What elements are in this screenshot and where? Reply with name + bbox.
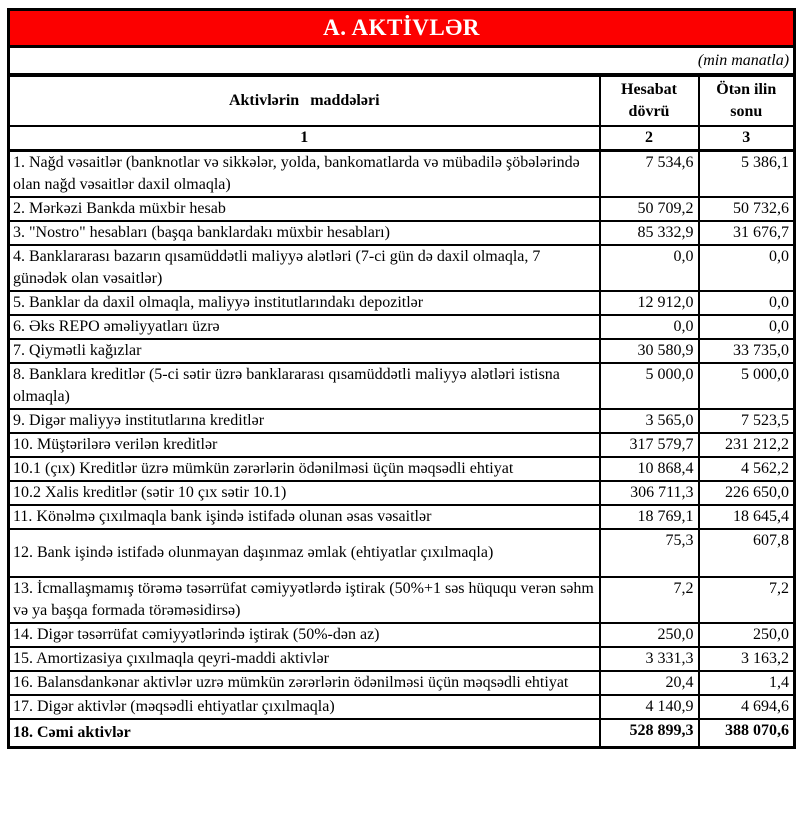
row-value-previous: 18 645,4 [699, 505, 795, 529]
table-row [9, 197, 795, 221]
row-value-current: 0,0 [600, 245, 699, 291]
row-label: 2. Mərkəzi Bankda müxbir hesab [9, 197, 600, 221]
row-value-current: 306 711,3 [600, 481, 699, 505]
row-value-current: 528 899,3 [600, 719, 699, 748]
row-value-current: 0,0 [600, 315, 699, 339]
row-label: 18. Cəmi aktivlər [9, 719, 600, 748]
row-label: 10. Müştərilərə verilən kreditlər [9, 433, 600, 457]
row-label: 15. Amortizasiya çıxılmaqla qeyri-maddi aktivlər [9, 647, 600, 671]
table-row [9, 291, 795, 315]
row-value-previous: 0,0 [699, 315, 795, 339]
column-number-2: 2 [600, 126, 699, 151]
row-label: 10.2 Xalis kreditlər (sətir 10 çıx sətir 10.1) [9, 481, 600, 505]
row-label: 17. Digər aktivlər (məqsədli ehtiyatlar çıxılmaqla) [9, 695, 600, 719]
table-row [9, 245, 795, 291]
table-row [9, 623, 795, 647]
row-label: 4. Banklararası bazarın qısamüddətli maliyyə alətləri (7-ci gün də daxil olmaqla, 7 günədək olan vəsaitlər) [9, 245, 600, 291]
table-row [9, 315, 795, 339]
row-label: 12. Bank işində istifadə olunmayan daşınmaz əmlak (ehtiyatlar çıxılmaqla) [9, 529, 600, 577]
table-row [9, 481, 795, 505]
row-value-previous: 0,0 [699, 291, 795, 315]
row-value-previous: 250,0 [699, 623, 795, 647]
row-value-previous: 1,4 [699, 671, 795, 695]
row-value-current: 250,0 [600, 623, 699, 647]
row-value-previous: 5 000,0 [699, 363, 795, 409]
row-value-current: 30 580,9 [600, 339, 699, 363]
row-label: 9. Digər maliyyə institutlarına kreditlər [9, 409, 600, 433]
column-header-items: Aktivlərin maddələri [9, 75, 600, 126]
row-value-current: 7,2 [600, 577, 699, 623]
row-value-current: 12 912,0 [600, 291, 699, 315]
row-value-previous: 4 694,6 [699, 695, 795, 719]
row-value-current: 85 332,9 [600, 221, 699, 245]
row-value-current: 10 868,4 [600, 457, 699, 481]
assets-table [7, 8, 796, 749]
row-value-current: 18 769,1 [600, 505, 699, 529]
row-value-current: 50 709,2 [600, 197, 699, 221]
table-row [9, 457, 795, 481]
table-row [9, 577, 795, 623]
table-row [9, 647, 795, 671]
row-label: 7. Qiymətli kağızlar [9, 339, 600, 363]
row-value-previous: 50 732,6 [699, 197, 795, 221]
table-body [9, 151, 795, 748]
row-value-previous: 231 212,2 [699, 433, 795, 457]
column-header-row [9, 75, 795, 126]
row-value-previous: 33 735,0 [699, 339, 795, 363]
row-value-current: 20,4 [600, 671, 699, 695]
row-value-previous: 7,2 [699, 577, 795, 623]
row-value-previous: 7 523,5 [699, 409, 795, 433]
column-number-1: 1 [9, 126, 600, 151]
row-label: 13. İcmallaşmamış törəmə təsərrüfat cəmiyyətlərdə iştirak (50%+1 səs hüququ verən səhm və ya başqa formada törəməsidirsə) [9, 577, 600, 623]
row-value-previous: 226 650,0 [699, 481, 795, 505]
table-row [9, 409, 795, 433]
row-value-current: 317 579,7 [600, 433, 699, 457]
row-value-previous: 5 386,1 [699, 151, 795, 198]
row-value-current: 3 331,3 [600, 647, 699, 671]
column-number-3: 3 [699, 126, 795, 151]
row-label: 5. Banklar da daxil olmaqla, maliyyə institutlarındakı depozitlər [9, 291, 600, 315]
table-row [9, 363, 795, 409]
row-label: 1. Nağd vəsaitlər (banknotlar və sikkələr, yolda, bankomatlarda və mübadilə şöbələrində olan nağd vəsaitlər daxil olmaqla) [9, 151, 600, 198]
row-value-previous: 388 070,6 [699, 719, 795, 748]
table-row [9, 151, 795, 198]
row-value-current: 4 140,9 [600, 695, 699, 719]
column-number-row [9, 126, 795, 151]
table-row [9, 433, 795, 457]
column-header-reporting-period: Hesabat dövrü [600, 75, 699, 126]
row-label: 3. "Nostro" hesabları (başqa banklardakı müxbir hesabları) [9, 221, 600, 245]
table-row [9, 671, 795, 695]
table-row [9, 695, 795, 719]
row-label: 8. Banklara kreditlər (5-ci sətir üzrə banklararası qısamüddətli maliyyə alətləri istisna olmaqla) [9, 363, 600, 409]
row-label: 16. Balansdankənar aktivlər uzrə mümkün zərərlərin ödənilməsi üçün məqsədli ehtiyat [9, 671, 600, 695]
row-label: 11. Könəlmə çıxılmaqla bank işində istifadə olunan əsas vəsaitlər [9, 505, 600, 529]
table-row [9, 719, 795, 748]
row-value-current: 7 534,6 [600, 151, 699, 198]
table-row [9, 529, 795, 577]
title-row [9, 10, 795, 47]
row-value-previous: 607,8 [699, 529, 795, 577]
row-value-current: 5 000,0 [600, 363, 699, 409]
table-row [9, 505, 795, 529]
row-label: 10.1 (çıx) Kreditlər üzrə mümkün zərərlərin ödənilməsi üçün məqsədli ehtiyat [9, 457, 600, 481]
row-value-previous: 3 163,2 [699, 647, 795, 671]
row-value-current: 75,3 [600, 529, 699, 577]
units-row [9, 47, 795, 76]
table-row [9, 221, 795, 245]
row-label: 6. Əks REPO əməliyyatları üzrə [9, 315, 600, 339]
row-label: 14. Digər təsərrüfat cəmiyyətlərində iştirak (50%-dən az) [9, 623, 600, 647]
row-value-previous: 31 676,7 [699, 221, 795, 245]
units-note: (min manatla) [9, 47, 795, 76]
row-value-previous: 0,0 [699, 245, 795, 291]
row-value-current: 3 565,0 [600, 409, 699, 433]
table-row [9, 339, 795, 363]
table-title: A. AKTİVLƏR [9, 10, 795, 47]
column-header-previous-year-end: Ötən ilin sonu [699, 75, 795, 126]
row-value-previous: 4 562,2 [699, 457, 795, 481]
